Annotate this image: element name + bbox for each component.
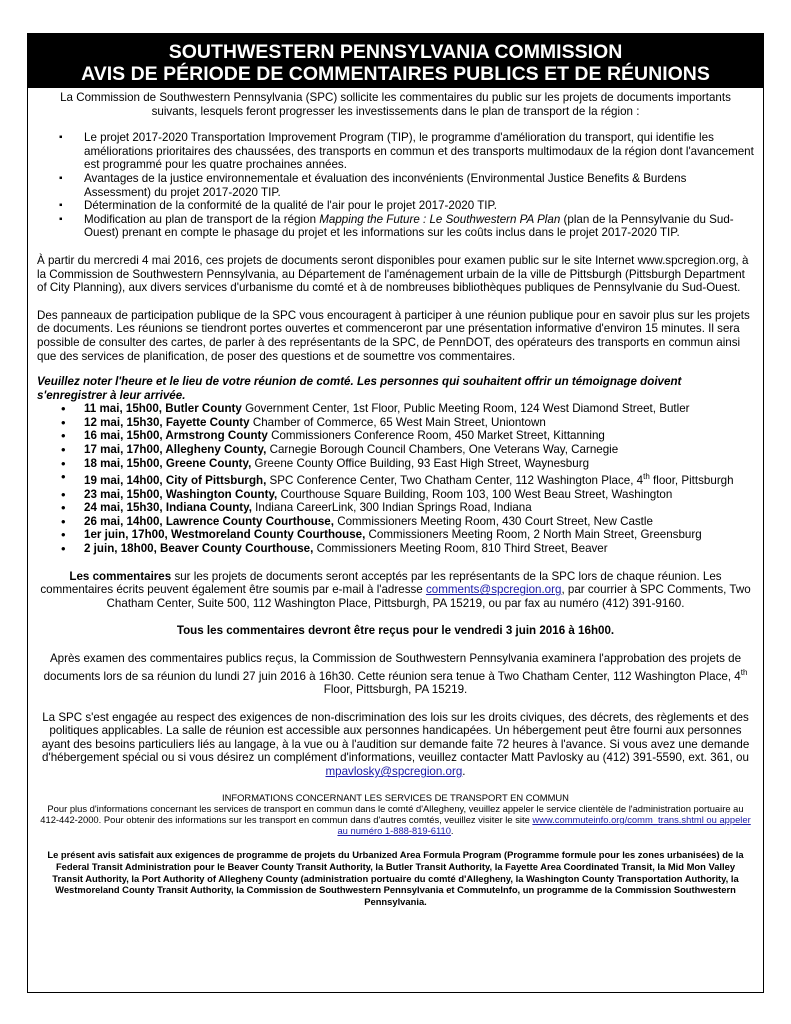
- meeting-when: 26 mai, 14h00, Lawrence County Courthouse,: [84, 514, 334, 528]
- meeting-where: Chamber of Commerce, 65 West Main Street, Uniontown: [249, 415, 546, 429]
- transit-text: Pour plus d'informations concernant les services de transport en commun dans le comté d'Allegheny, veuillez appeler le service clientèle de l'administration portuaire au 412-442-2000. Pour obtenir des informations sur les transport en commun dans d'autres comtés, veuillez visiter le site: [40, 802, 744, 826]
- comments-email-link[interactable]: comments@spcregion.org: [425, 583, 562, 597]
- meeting-where: Carnegie Borough Council Chambers, One Veterans Way, Carnegie: [266, 443, 619, 457]
- meeting-where: Greene County Office Building, 93 East High Street, Waynesburg: [251, 456, 590, 470]
- meeting-when: 19 mai, 14h00, City of Pittsburgh,: [84, 474, 267, 488]
- meeting-item: [84, 416, 754, 430]
- meeting-where: Government Center, 1st Floor, Public Meeting Room, 124 West Diamond Street, Butler: [241, 402, 690, 416]
- meeting-when: 17 mai, 17h00, Allegheny County,: [84, 443, 267, 457]
- nondiscrimination-paragraph: [37, 711, 754, 779]
- ordinal-suffix: th: [740, 667, 748, 677]
- review-tail: Floor, Pittsburgh, PA 15219.: [323, 683, 468, 697]
- notice-header: [28, 34, 763, 88]
- comments-body: sur les projets de documents seront acceptés par les représentants de la SPC lors de chaque réunion. Les commentaires écrits peuvent également être soumis par e-mail à l'adresse: [40, 569, 722, 597]
- meeting-when: 11 mai, 15h00, Butler County: [84, 402, 242, 416]
- transit-info: [37, 792, 754, 837]
- meeting-item: [84, 501, 754, 515]
- contact-email-link[interactable]: mpavlosky@spcregion.org: [325, 765, 463, 779]
- participation-paragraph: Des panneaux de participation publique de la SPC vous encouragent à participer à une réunion publique pour en savoir plus sur les projets de documents. Les réunions se tiendront portes ouvertes et commenceront par une présentation informative d'environ 15 minutes. Il sera possible de consulter des cartes, de parler à des représentants de la SPC, de PennDOT, des opérateurs des transports en commun ainsi que des services de planification, de poser des questions et de soumettre vos commentaires.: [37, 308, 750, 363]
- review-paragraph: [37, 652, 754, 697]
- project-list: [37, 131, 754, 240]
- header-title-line1: SOUTHWESTERN PENNSYLVANIA COMMISSION: [168, 41, 623, 63]
- meeting-where: Courthouse Square Building, Room 103, 100 West Beau Street, Washington: [277, 487, 673, 501]
- notice-body: [28, 88, 763, 907]
- meeting-item: [84, 443, 754, 457]
- meeting-item: [84, 429, 754, 443]
- meeting-when: 23 mai, 15h00, Washington County,: [84, 487, 278, 501]
- meeting-when: 18 mai, 15h00, Greene County,: [84, 456, 252, 470]
- intro-paragraph: La Commission de Southwestern Pennsylvania (SPC) sollicite les commentaires du public sur les projets de documents importants suivants, lesquels feront progresser les investissements dans le plan de transport de la région :: [60, 91, 731, 118]
- final-notice: Le présent avis satisfait aux exigences de programme de projets du Urbanized Area Formula Program (Programme formule pour les zones urbanisées) de la Federal Transit Administration pour le Beaver County Transit Authority, la Butler Transit Authority, la Fayette Area Coordinated Transit, la Mid Mon Valley Transit Authority, la Port Authority of Allegheny County (administration portuaire du comté d'Allegheny, la Washington County Transportation Authority, la Westmoreland County Transit Authority, la Commission de Southwestern Pennsylvania et CommuteInfo, un programme de la Commission Southwestern Pennsylvania.: [47, 849, 744, 907]
- meeting-when: 16 mai, 15h00, Armstrong County: [84, 429, 268, 443]
- meeting-when: 1er juin, 17h00, Westmoreland County Courthouse,: [84, 528, 366, 542]
- availability-paragraph: À partir du mercredi 4 mai 2016, ces projets de documents seront disponibles pour examen public sur le site Internet www.spcregion.org, à la Commission de Southwestern Pennsylvania, au Département de l'aménagement urbain de la ville de Pittsburgh (Pittsburgh Department of City Planning), aux divers services d'urbanisme du comté et à de nombreuses bibliothèques publiques de Pennsylvanie du Sud-Ouest.: [37, 253, 749, 295]
- meeting-where: SPC Conference Center, Two Chatham Center, 112 Washington Place, 4: [266, 474, 644, 488]
- project-text: (plan de la Pennsylvanie du Sud-Ouest) prenant en compte le phasage du projet et les informations sur les coûts inclus dans le projet 2017-2020 TIP.: [84, 212, 734, 240]
- comments-tail: , par courrier à SPC Comments, Two Chatham Center, Suite 500, 112 Washington Place, Pittsburgh, PA 15219, ou par fax au numéro (412) 391-9160.: [106, 583, 751, 610]
- deadline-notice: Tous les commentaires devront être reçus pour le vendredi 3 juin 2016 à 16h00.: [176, 624, 615, 638]
- meeting-when: 24 mai, 15h30, Indiana County,: [84, 501, 252, 515]
- project-text: Modification au plan de transport de la région: [84, 212, 320, 226]
- commuteinfo-link[interactable]: www.commuteinfo.org/comm_trans.shtml ou appeler au numéro 1-888-819-6110: [337, 814, 751, 837]
- meeting-where: Commissioners Meeting Room, 430 Court Street, New Castle: [333, 514, 653, 528]
- meeting-item: [84, 542, 754, 556]
- plan-title: Mapping the Future : Le Southwestern PA Plan: [319, 212, 561, 226]
- review-text: Après examen des commentaires publics reçus, la Commission de Southwestern Pennsylvania examinera l'approbation des projets de documents lors de sa réunion du lundi 27 juin 2016 à 16h30. Cette réunion sera tenue à Two Chatham Center, 112 Washington Place, 4: [43, 652, 742, 683]
- meeting-item: [84, 488, 754, 502]
- meeting-item: [84, 515, 754, 529]
- meeting-when: 12 mai, 15h30, Fayette County: [84, 415, 250, 429]
- meeting-item: [84, 402, 754, 416]
- project-item: [84, 213, 754, 240]
- meeting-item: [84, 528, 754, 542]
- meeting-where-tail: floor, Pittsburgh: [649, 474, 734, 488]
- transit-tail: .: [450, 825, 454, 837]
- project-item: ▪ Détermination de la conformité de la qualité de l'air pour le projet 2017-2020 TIP.: [84, 199, 754, 213]
- meeting-item: [84, 470, 754, 487]
- comments-lead: Les commentaires: [69, 569, 172, 583]
- transit-heading: INFORMATIONS CONCERNANT LES SERVICES DE TRANSPORT EN COMMUN: [222, 791, 569, 803]
- ordinal-suffix: th: [643, 472, 650, 482]
- meeting-where: Commissioners Conference Room, 450 Market Street, Kittanning: [267, 429, 605, 443]
- comments-paragraph: [37, 570, 754, 611]
- notice-frame: [27, 33, 764, 993]
- meeting-where: Commissioners Meeting Room, 2 North Main Street, Greensburg: [365, 528, 702, 542]
- meeting-when: 2 juin, 18h00, Beaver County Courthouse,: [84, 542, 314, 556]
- meeting-item: [84, 457, 754, 471]
- meeting-list: [37, 402, 754, 555]
- meeting-note: Veuillez noter l'heure et le lieu de votre réunion de comté. Les personnes qui souhaitent offrir un témoignage doivent s'enregistrer à leur arrivée.: [37, 375, 682, 402]
- meeting-where: Commissioners Meeting Room, 810 Third Street, Beaver: [313, 542, 608, 556]
- project-item: ▪ Avantages de la justice environnementale et évaluation des inconvénients (Environmental Justice Benefits & Burdens Assessment) du projet 2017-2020 TIP.: [84, 172, 754, 199]
- nondiscrimination-tail: .: [462, 765, 466, 779]
- project-item: ▪ Le projet 2017-2020 Transportation Improvement Program (TIP), le programme d'amélioration du transport, qui identifie les améliorations prioritaires des chaussées, des transports en commun et des transports multimodaux de la région dont l'avancement est programmé pour les quatre prochaines années.: [84, 131, 754, 172]
- meeting-where: Indiana CareerLink, 300 Indian Springs Road, Indiana: [251, 501, 532, 515]
- nondiscrimination-text: La SPC s'est engagée au respect des exigences de non-discrimination des lois sur les droits civiques, des décrets, des règlements et des politiques applicables. La salle de réunion est accessible aux personnes handicapées. Un hébergement peut être fourni aux personnes ayant des besoins particuliers liés au langage, à la vue ou à l'audition sur demande faite 72 heures à l'avance. Si vous avez une demande d'hébergement spécial ou si vous désirez un complément d'informations, veuillez contacter Matt Pavlosky au (412) 391-5590, ext. 361, ou: [41, 710, 750, 765]
- header-title-line2: AVIS DE PÉRIODE DE COMMENTAIRES PUBLICS ET DE RÉUNIONS: [81, 63, 710, 85]
- transit-body: [37, 803, 754, 837]
